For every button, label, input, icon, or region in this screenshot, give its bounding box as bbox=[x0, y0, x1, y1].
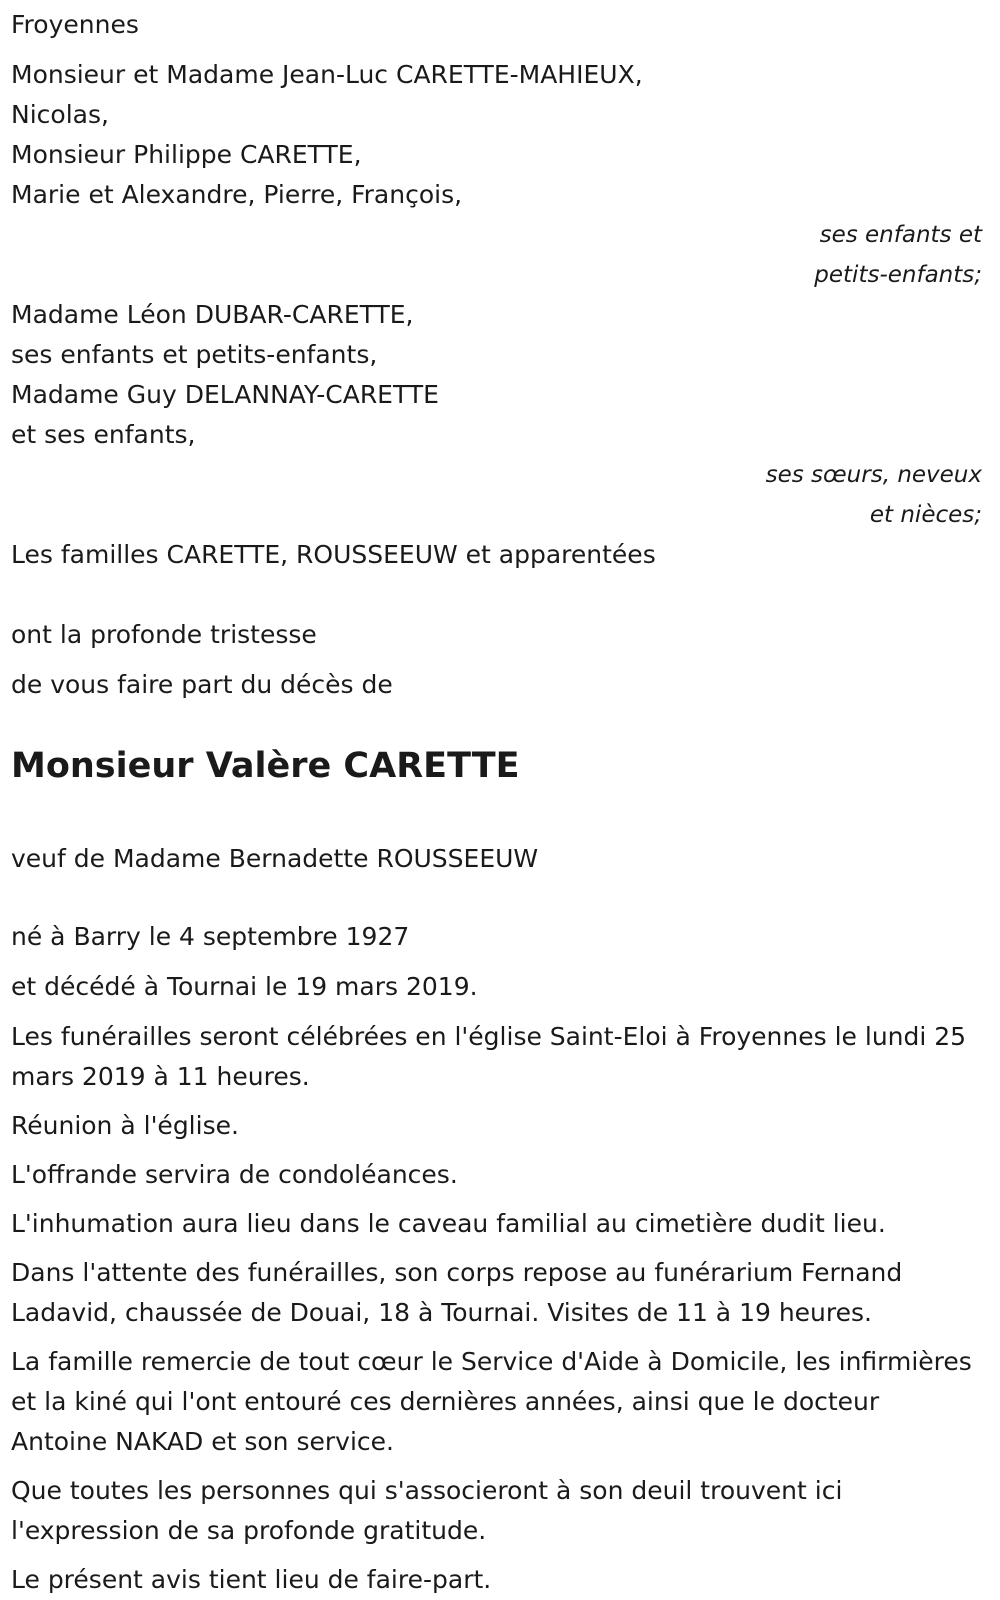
family-group-sisters bbox=[11, 295, 982, 535]
families-line: Les familles CARETTE, ROUSSEEUW et apparentées bbox=[11, 540, 656, 569]
gratitude-note: Que toutes les personnes qui s'associeront à son deuil trouvent ici l'expression de sa profonde gratitude. bbox=[11, 1476, 843, 1545]
family-line: ses enfants et petits-enfants, bbox=[11, 340, 378, 369]
notice-statement: Le présent avis tient lieu de faire-part. bbox=[11, 1565, 492, 1594]
family-line: Marie et Alexandre, Pierre, François, bbox=[11, 180, 463, 209]
announcement-line: ont la profonde tristesse bbox=[11, 620, 317, 649]
thanks-note: La famille remercie de tout cœur le Service d'Aide à Domicile, les infirmières et la kiné qui l'ont entouré ces dernières années, ainsi que le docteur Antoine NAKAD et son service. bbox=[11, 1347, 972, 1456]
offering-note: L'offrande servira de condoléances. bbox=[11, 1160, 458, 1189]
burial-note: L'inhumation aura lieu dans le caveau familial au cimetière dudit lieu. bbox=[11, 1209, 886, 1238]
deceased-name: Monsieur Valère CARETTE bbox=[11, 746, 520, 786]
relation-label: ses enfants et bbox=[819, 222, 982, 248]
gathering-note: Réunion à l'église. bbox=[11, 1111, 239, 1140]
widower-of: veuf de Madame Bernadette ROUSSEEUW bbox=[11, 844, 539, 873]
funeral-home-note: Dans l'attente des funérailles, son corps repose au funérarium Fernand Ladavid, chaussée de Douai, 18 à Tournai. Visites de 11 à 19 heures. bbox=[11, 1258, 903, 1327]
family-line: Monsieur et Madame Jean-Luc CARETTE-MAHIEUX, bbox=[11, 60, 643, 89]
birth-line: né à Barry le 4 septembre 1927 bbox=[11, 922, 410, 951]
death-line: et décédé à Tournai le 19 mars 2019. bbox=[11, 972, 478, 1001]
announcement-line: de vous faire part du décès de bbox=[11, 670, 393, 699]
family-line: Nicolas, bbox=[11, 100, 109, 129]
relation-label: petits-enfants; bbox=[814, 262, 982, 288]
relation-label: et nièces; bbox=[869, 502, 982, 528]
family-line: Madame Léon DUBAR-CARETTE, bbox=[11, 300, 414, 329]
family-line: Monsieur Philippe CARETTE, bbox=[11, 140, 362, 169]
family-line: et ses enfants, bbox=[11, 420, 196, 449]
place-name: Froyennes bbox=[11, 10, 139, 39]
family-line: Madame Guy DELANNAY-CARETTE bbox=[11, 380, 439, 409]
family-group-children bbox=[11, 55, 982, 295]
funeral-details: Les funérailles seront célébrées en l'église Saint-Eloi à Froyennes le lundi 25 mars 2019 à 11 heures. bbox=[11, 1022, 967, 1091]
relation-label: ses sœurs, neveux bbox=[765, 462, 982, 488]
